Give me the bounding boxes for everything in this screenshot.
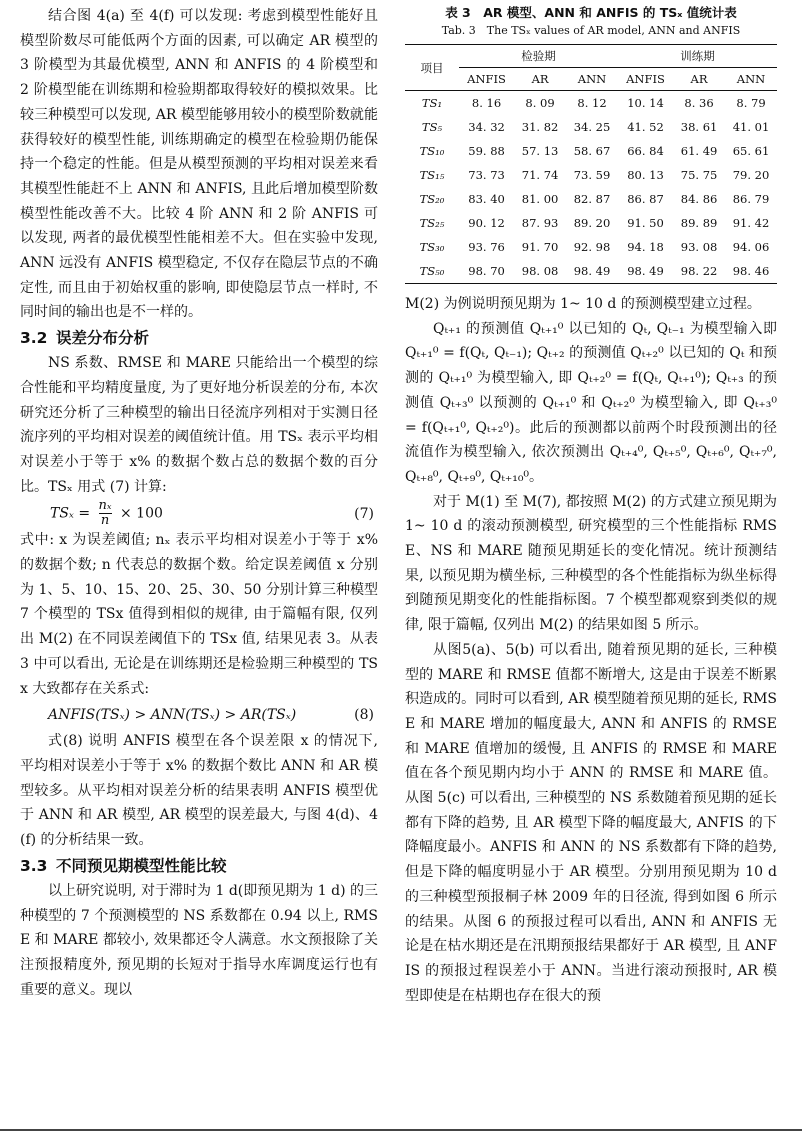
paragraph: 结合图 4(a) 至 4(f) 可以发现: 考虑到模型性能好且模型阶数尽可能低两个方面的因素, 可以确定 AR 模型的 3 阶模型为其最优模型, ANN 和 ANFIS 的 4 阶模型和 2 阶模型能在训练期和检验期都取得较好的模拟效果。比较三种模型可以发现, AR 模型能够用较小的模型阶数就能获得较好的模型性能, 训练期确定的模型在检验期仍能保持一个稳定的性能。但是从模型预测的平均相对误差来看其模型性能赶不上 ANN 和 ANFIS, 且此后增加模型阶数模型性能改善不大。比较 4 阶 ANN 和 2 阶 ANFIS 可以发现, 两者的最优模型性能相差不大。但在实验中发现, ANN 远没有 ANFIS 模型稳定, 不仅存在隐层节点的不确定性, 而且由于初始权重的影响, 即使隐层节点一样时, 不同时间的输出也是不一样的。 (20, 8, 378, 321)
table-header-cell: ANFIS (618, 68, 673, 91)
table-cell: 98. 46 (725, 259, 777, 284)
table-cell: 41. 52 (627, 120, 664, 134)
table-cell: 98. 49 (566, 259, 618, 284)
table-cell: 84. 86 (680, 192, 718, 206)
table-row-label: TS₂₅ (419, 216, 445, 230)
table-cell: 73. 73 (468, 168, 505, 182)
table-header-test-period: 检验期 (459, 45, 618, 68)
fraction (99, 499, 112, 528)
table-row-label: TS₁₅ (419, 168, 445, 182)
table-cell: 98. 22 (673, 259, 725, 284)
table-cell: 86. 79 (732, 192, 770, 206)
section-number: 3.2 (20, 329, 48, 348)
paragraph: NS 系数、RMSE 和 MARE 只能给出一个模型的综合性能和平均精度量度, 为了更好地分析误差的分布, 本次研究还分析了三种模型的输出日径流序列相对于实测日径流序列的平均相对误差的阈值统计值。用 TSₓ 表示平均相对误差小于等于 x% 的数据个数占总的数据个数的百分比。TSₓ 用式 (7) 计算: (20, 355, 378, 495)
equation-body: ANFIS(TSₓ) > ANN(TSₓ) > AR(TSₓ) (48, 707, 297, 724)
table-cell: 91. 50 (627, 216, 664, 230)
table-header-model-row (405, 68, 777, 91)
table-cell: 79. 20 (732, 168, 770, 182)
table-header-cell: AR (673, 68, 725, 91)
table-row-label: TS₅₀ (405, 259, 459, 284)
table-header-cell: AR (514, 68, 566, 91)
table-cell: 10. 14 (627, 96, 664, 110)
table-cell: 83. 40 (468, 192, 505, 206)
table-row (405, 211, 777, 235)
table-header-group-row (405, 45, 777, 68)
equation-tail: × 100 (120, 505, 163, 522)
table-cell: 90. 12 (468, 216, 505, 230)
paragraph: 式(8) 说明 ANFIS 模型在各个误差限 x 的情况下, 平均相对误差小于等于 x% 的数据个数比 ANN 和 AR 模型较多。从平均相对误差分析的结果表明 ANFIS 模型优于 ANN 和 AR 模型, AR 模型的误差最大, 与图 4(d)、4(f) 的分析结果一致。 (20, 733, 378, 849)
table-cell: 66. 84 (627, 144, 664, 158)
table-cell: 31. 82 (521, 120, 559, 134)
table-cell: 38. 61 (680, 120, 718, 134)
table-cell: 94. 06 (732, 240, 770, 254)
section-title: 不同预见期模型性能比较 (56, 856, 227, 875)
table-header-cell: ANN (725, 68, 777, 91)
table-cell: 58. 67 (573, 144, 611, 158)
table-cell: 8. 16 (471, 96, 502, 110)
table-cell: 91. 70 (521, 240, 559, 254)
left-column (20, 4, 378, 1002)
table-header-cell: ANN (566, 68, 618, 91)
table-cell: 75. 75 (680, 168, 718, 182)
section-title: 误差分布分析 (56, 329, 150, 348)
equation-7 (20, 499, 378, 528)
table-row (405, 91, 777, 116)
table-cell: 34. 32 (468, 120, 505, 134)
table-cell: 87. 93 (521, 216, 559, 230)
table-row-label: TS₂₀ (419, 192, 445, 206)
table-cell: 8. 12 (577, 96, 607, 110)
fraction-numerator: nₓ (98, 498, 112, 514)
fraction-denominator: n (100, 513, 110, 529)
table-cell: 71. 74 (521, 168, 559, 182)
paragraph: 从图5(a)、5(b) 可以看出, 随着预见期的延长, 三种模型的 MARE 和 RMSE 值都不断增大, 这是由于误差不断累积造成的。同时可以看到, AR 模型随着预见期的延长, RMSE 和 MARE 增加的幅度最大, ANN 和 ANFIS 的 RMSE 和 MARE 值增加的缓慢, 且 ANFIS 的 RMSE 和 MARE 值在各个预见期内均小于 ANN 的 RMSE 和 MARE 值。从图 5(c) 可以看出, 三种模型的 NS 系数随着预见期的延长都有下降的趋势, 且 AR 模型下降的幅度最大, ANFIS 的下降幅度最小。ANFIS 和 ANN 的 NS 系数都有下降的趋势, 但是下降的幅度明显小于 AR 模型。分别用预见期为 10 d 的三种模型预报桐子林 2009 年的日径流, 得到如图 6 所示的结果。从图 6 的预报过程可以看出, ANN 和 ANFIS 无论是在枯水期还是在汛期预报结果都好于 AR 模型, 且 ANFIS 的预报过程误差小于 ANN。当进行滚动预报时, AR 模型即使是在枯期也存在很大的预 (405, 641, 777, 1004)
table-cell: 81. 00 (521, 192, 559, 206)
paragraph: M(2) 为例说明预见期为 1~ 10 d 的预测模型建立过程。 (405, 296, 761, 312)
table-row (405, 259, 777, 284)
table-cell: 8. 36 (684, 96, 714, 110)
equation-8 (20, 701, 378, 729)
table-header-train-period: 训练期 (618, 45, 777, 68)
table-cell: 80. 13 (627, 168, 664, 182)
table-caption-english: Tab. 3 The TSₓ values of AR model, ANN and ANFIS (441, 24, 741, 37)
table-cell: 86. 87 (627, 192, 664, 206)
right-column (405, 4, 777, 1008)
section-number: 3.3 (20, 856, 48, 875)
table-cell: 98. 08 (514, 259, 566, 284)
table-cell: 57. 13 (521, 144, 559, 158)
table-row-label: TS₁ (421, 96, 443, 110)
table-row-label: TS₅ (421, 120, 443, 134)
table-row (405, 115, 777, 139)
table-caption: 表 3 AR 模型、ANN 和 ANFIS 的 TSₓ 值统计表 (445, 5, 737, 20)
table-cell: 8. 79 (736, 96, 766, 110)
table-row-label: TS₁₀ (419, 144, 445, 158)
table-cell: 98. 49 (618, 259, 673, 284)
table-cell: 92. 98 (573, 240, 611, 254)
table-cell: 65. 61 (732, 144, 770, 158)
table-row (405, 163, 777, 187)
table-cell: 82. 87 (573, 192, 611, 206)
table-cell: 61. 49 (680, 144, 718, 158)
table-cell: 59. 88 (468, 144, 505, 158)
equation-number: (8) (354, 707, 374, 724)
table-cell: 93. 08 (680, 240, 718, 254)
table-header-cell: ANFIS (459, 68, 514, 91)
table-cell: 98. 70 (459, 259, 514, 284)
paragraph: Qₜ₊₁ 的预测值 Qₜ₊₁⁰ 以已知的 Qₜ, Qₜ₋₁ 为模型输入即 Qₜ₊₁⁰ = f(Qₜ, Qₜ₋₁); Qₜ₊₂ 的预测值 Qₜ₊₂⁰ 以已知的 Qₜ 和预测的 Qₜ₊₁⁰ 为模型输入, 即 Qₜ₊₂⁰ = f(Qₜ, Qₜ₊₁⁰); Qₜ₊₃ 的预测值 Qₜ₊₃⁰ 以预测的 Qₜ₊₁⁰ 和 Qₜ₊₂⁰ 为模型输入, 即 Qₜ₊₃⁰ = f(Qₜ₊₁⁰, Qₜ₊₂⁰)。此后的预测都以前两个时段预测出的径流值作为模型输入, 依次预测出 Qₜ₊₄⁰, Qₜ₊₅⁰, Qₜ₊₆⁰, Qₜ₊₇⁰, Qₜ₊₈⁰, Qₜ₊₉⁰, Qₜ₊₁₀⁰。 (405, 320, 777, 485)
table-cell: 91. 42 (732, 216, 770, 230)
table-row-label: TS₃₀ (419, 240, 445, 254)
section-heading-3-2 (20, 325, 378, 351)
table-body (405, 91, 777, 284)
equation-number: (7) (354, 505, 374, 522)
section-heading-3-3 (20, 853, 378, 879)
paragraph: 对于 M(1) 至 M(7), 都按照 M(2) 的方式建立预见期为 1~ 10 d 的滚动预测模型, 研究模型的三个性能指标 RMSE、NS 和 MARE 随预见期延长的变化情况。统计预测结果, 以预见期为横坐标, 三种模型的各个性能指标为纵坐标得到随预见期变化的性能指标图。7 个模型都观察到类似的规律, 限于篇幅, 仅列出 M(2) 的结果如图 5 所示。 (405, 493, 777, 634)
table-cell: 94. 18 (627, 240, 664, 254)
table-row (405, 187, 777, 211)
table-cell: 34. 25 (573, 120, 611, 134)
table-cell: 93. 76 (468, 240, 505, 254)
table-cell: 41. 01 (732, 120, 770, 134)
table-cell: 89. 89 (680, 216, 718, 230)
paragraph: 式中: x 为误差阈值; nₓ 表示平均相对误差小于等于 x% 的数据个数; n 代表总的数据个数。给定误差阈值 x 分别为 1、5、10、15、20、25、30、50 分别计算三种模型 7 个模型的 TSx 值得到相似的规律, 由于篇幅有限, 仅列出 M(2) 在不同误差阈值下的 TSx 值, 结果见表 3。从表 3 中可以看出, 无论是在训练期还是检验期三种模型的 TSx 大致都存在关系式: (20, 532, 378, 697)
table-row (405, 139, 777, 163)
equation-lhs: TSₓ = (50, 505, 91, 522)
table-cell: 73. 59 (573, 168, 611, 182)
table-row (405, 235, 777, 259)
table-cell: 8. 09 (525, 96, 555, 110)
table-cell: 89. 20 (573, 216, 611, 230)
paragraph: 以上研究说明, 对于滞时为 1 d(即预见期为 1 d) 的三种模型的 7 个预测模型的 NS 系数都在 0.94 以上, RMSE 和 MARE 都较小, 效果都还令人满意。水文预报除了关注预报精度外, 预见期的长短对于指导水库调度运行也有重要的意义。现以 (20, 882, 378, 998)
ts-values-table (405, 44, 777, 284)
table-header-item: 项目 (405, 45, 459, 91)
